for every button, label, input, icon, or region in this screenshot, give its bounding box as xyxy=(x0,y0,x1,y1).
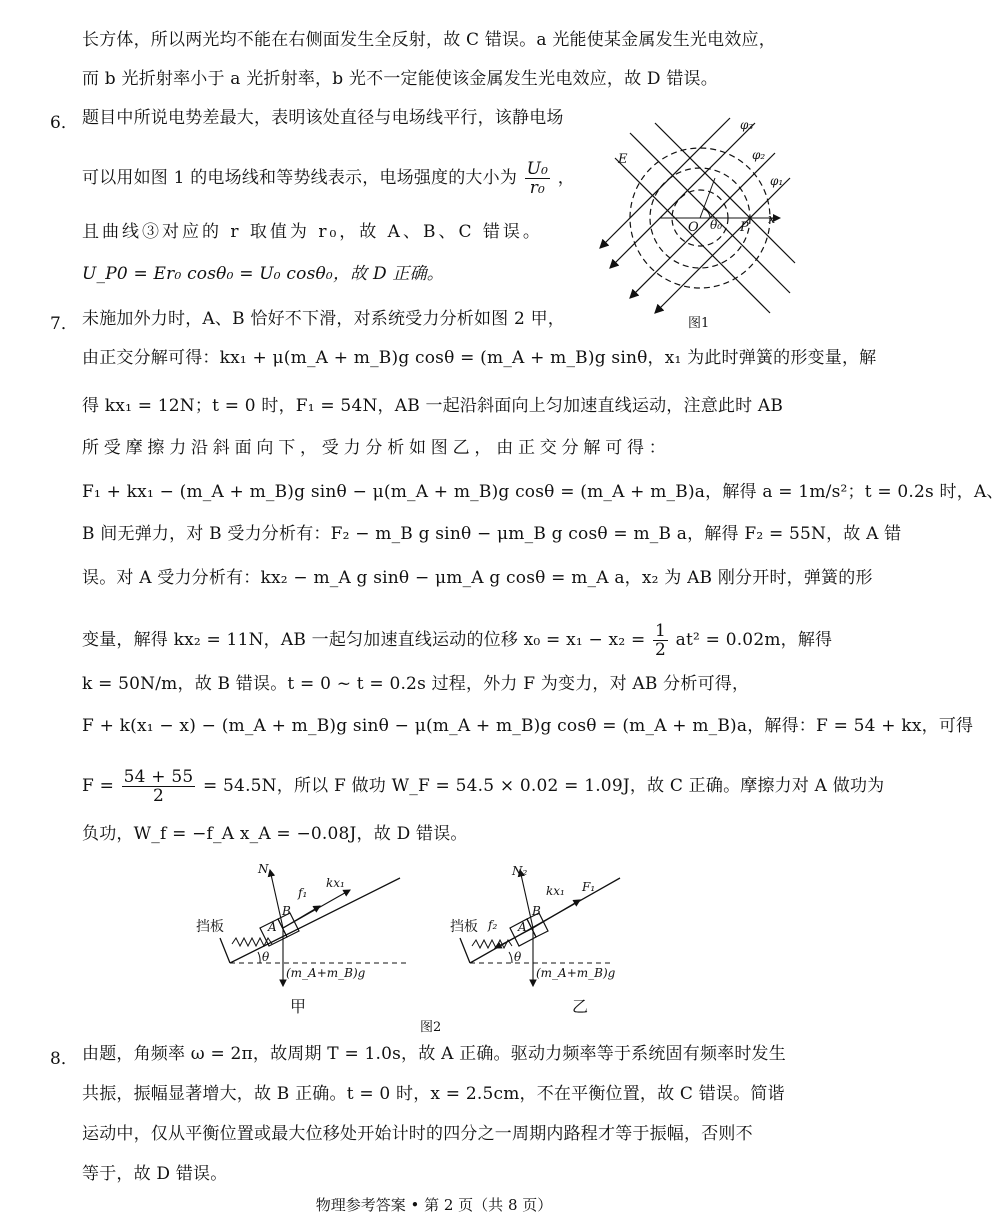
fig2-yi-kx1: kx₁ xyxy=(546,884,565,898)
fig2-yi-baffle: 挡板 xyxy=(450,919,478,935)
question-8-number: 8． xyxy=(50,1049,78,1069)
q7-line-12: 负功，W_f = −f_A x_A = −0.08J，故 D 错误。 xyxy=(82,824,468,844)
q6-line-1: 题目中所说电势差最大，表明该处直径与电场线平行，该静电场 xyxy=(82,108,564,128)
q7-line-11-end: = 54.5N，所以 F 做功 W_F = 54.5 × 0.02 = 1.09J，故 C 正确。摩擦力对 A 做功为 xyxy=(202,776,885,796)
q7-line-8-fraction xyxy=(653,622,668,659)
q7-line-11-fraction-bottom: 2 xyxy=(153,786,165,806)
q6-fraction-bottom: r₀ xyxy=(529,178,546,198)
fig1-label-phi2: φ₂ xyxy=(752,148,766,162)
fig1-label-E: E xyxy=(618,152,628,167)
q7-line-11 xyxy=(82,768,884,805)
fig2-jia-N: N xyxy=(258,862,269,876)
text-line-1: 长方体，所以两光均不能在右侧面发生全反射，故 C 错误。a 光能使某金属发生光电效应， xyxy=(82,30,776,50)
q7-line-7: 误。对 A 受力分析有：kx₂ − m_A g sinθ − μm_A g cosθ = m_A a，x₂ 为 AB 刚分开时，弹簧的形 xyxy=(82,568,873,588)
q7-line-8-fraction-top: 1 xyxy=(655,621,667,641)
q7-line-3: 得 kx₁ = 12N；t = 0 时，F₁ = 54N，AB 一起沿斜面向上匀加速直线运动，注意此时 AB xyxy=(82,396,784,416)
fig1-label-x: x xyxy=(768,212,776,227)
question-6-number: 6． xyxy=(50,113,78,133)
q7-line-9: k = 50N/m，故 B 错误。t = 0 ~ t = 0.2s 过程，外力 F 为变力，对 AB 分析可得， xyxy=(82,674,750,694)
fig2-jia-B: B xyxy=(282,904,291,918)
q7-line-8-text: 变量，解得 kx₂ = 11N，AB 一起匀加速直线运动的位移 x₀ = x₁ − x₂ = xyxy=(82,630,646,650)
fig2-yi-N2: N₂ xyxy=(512,864,528,878)
fig2-jia-baffle: 挡板 xyxy=(196,919,224,935)
q7-line-2: 由正交分解可得：kx₁ + μ(m_A + m_B)g cosθ = (m_A + m_B)g sinθ，x₁ 为此时弹簧的形变量，解 xyxy=(82,348,877,368)
q6-line-2-end: ， xyxy=(557,168,575,188)
q7-line-8-fraction-bottom: 2 xyxy=(655,640,667,660)
text-line-2: 而 b 光折射率小于 a 光折射率，b 光不一定能使该金属发生光电效应，故 D 错误。 xyxy=(82,69,718,89)
q7-line-5: F₁ + kx₁ − (m_A + m_B)g sinθ − μ(m_A + m_B)g cosθ = (m_A + m_B)a，解得 a = 1m/s²；t = 0.2s 时，A、 xyxy=(82,482,1004,502)
q7-line-1: 未施加外力时，A、B 恰好不下滑，对系统受力分析如图 2 甲， xyxy=(82,309,565,329)
fig2-jia-kx1: kx₁ xyxy=(326,876,345,890)
q7-line-4: 所受摩擦力沿斜面向下，受力分析如图乙，由正交分解可得： xyxy=(82,438,671,458)
q8-line-2: 共振，振幅显著增大，故 B 正确。t = 0 时，x = 2.5cm，不在平衡位置，故 C 错误。简谐 xyxy=(82,1084,785,1104)
q7-line-11-fraction xyxy=(122,768,196,805)
q6-line-3: 且曲线③对应的 r 取值为 r₀，故 A、B、C 错误。 xyxy=(82,222,543,242)
q6-line-4: U_P0 = Er₀ cosθ₀ = U₀ cosθ₀，故 D 正确。 xyxy=(82,264,444,284)
fig2-yi-gravity: (m_A+m_B)g xyxy=(536,966,616,980)
q7-line-10: F + k(x₁ − x) − (m_A + m_B)g sinθ − μ(m_A + m_B)g cosθ = (m_A + m_B)a，解得：F = 54 + kx，可得 xyxy=(82,716,974,736)
q7-line-11-text: F = xyxy=(82,776,115,796)
fig2-jia-gravity: (m_A+m_B)g xyxy=(286,966,366,980)
fig2-jia-title: 甲 xyxy=(290,997,307,1016)
fig1-label-O: O xyxy=(688,220,699,235)
fig1-label-theta: θ₀ xyxy=(710,218,723,232)
q6-fraction-top: U₀ xyxy=(526,159,549,179)
q7-line-6: B 间无弹力，对 B 受力分析有：F₂ − m_B g sinθ − μm_B g cosθ = m_B a，解得 F₂ = 55N，故 A 错 xyxy=(82,524,902,544)
figure-2-force-diagrams xyxy=(190,858,620,1018)
q7-line-8 xyxy=(82,622,832,659)
fig2-jia-A: A xyxy=(268,920,277,934)
fig1-label-phi3: φ₃ xyxy=(740,118,754,132)
fig2-jia-f1: f₁ xyxy=(298,886,308,900)
q6-fraction xyxy=(525,160,551,197)
page-footer: 物理参考答案 • 第 2 页（共 8 页） xyxy=(315,1196,553,1214)
q7-line-8-end: at² = 0.02m，解得 xyxy=(675,630,833,650)
fig1-label-phi1: φ₁ xyxy=(770,174,784,188)
q8-line-4: 等于，故 D 错误。 xyxy=(82,1164,228,1184)
fig2-yi-F1: F₁ xyxy=(582,880,596,894)
fig2-yi-B: B xyxy=(532,904,541,918)
q8-line-1: 由题，角频率 ω = 2π，故周期 T = 1.0s，故 A 正确。驱动力频率等于系统固有频率时发生 xyxy=(82,1044,786,1064)
fig2-yi-title: 乙 xyxy=(572,997,589,1016)
q6-line-2 xyxy=(82,160,575,197)
q8-line-3: 运动中，仅从平衡位置或最大位移处开始计时的四分之一周期内路程才等于振幅，否则不 xyxy=(82,1124,753,1144)
q7-line-11-fraction-top: 54 + 55 xyxy=(123,767,194,787)
figure-1-caption: 图1 xyxy=(688,316,710,331)
figure-2-caption: 图2 xyxy=(420,1020,442,1035)
fig2-yi-f2: f₂ xyxy=(488,918,498,932)
fig2-yi-A: A xyxy=(518,920,527,934)
question-7-number: 7． xyxy=(50,314,78,334)
fig2-jia-theta: θ xyxy=(262,950,270,964)
fig2-yi-theta: θ xyxy=(514,950,522,964)
fig1-label-P: P xyxy=(740,220,749,235)
q6-line-2-text: 可以用如图 1 的电场线和等势线表示，电场强度的大小为 xyxy=(82,168,518,188)
